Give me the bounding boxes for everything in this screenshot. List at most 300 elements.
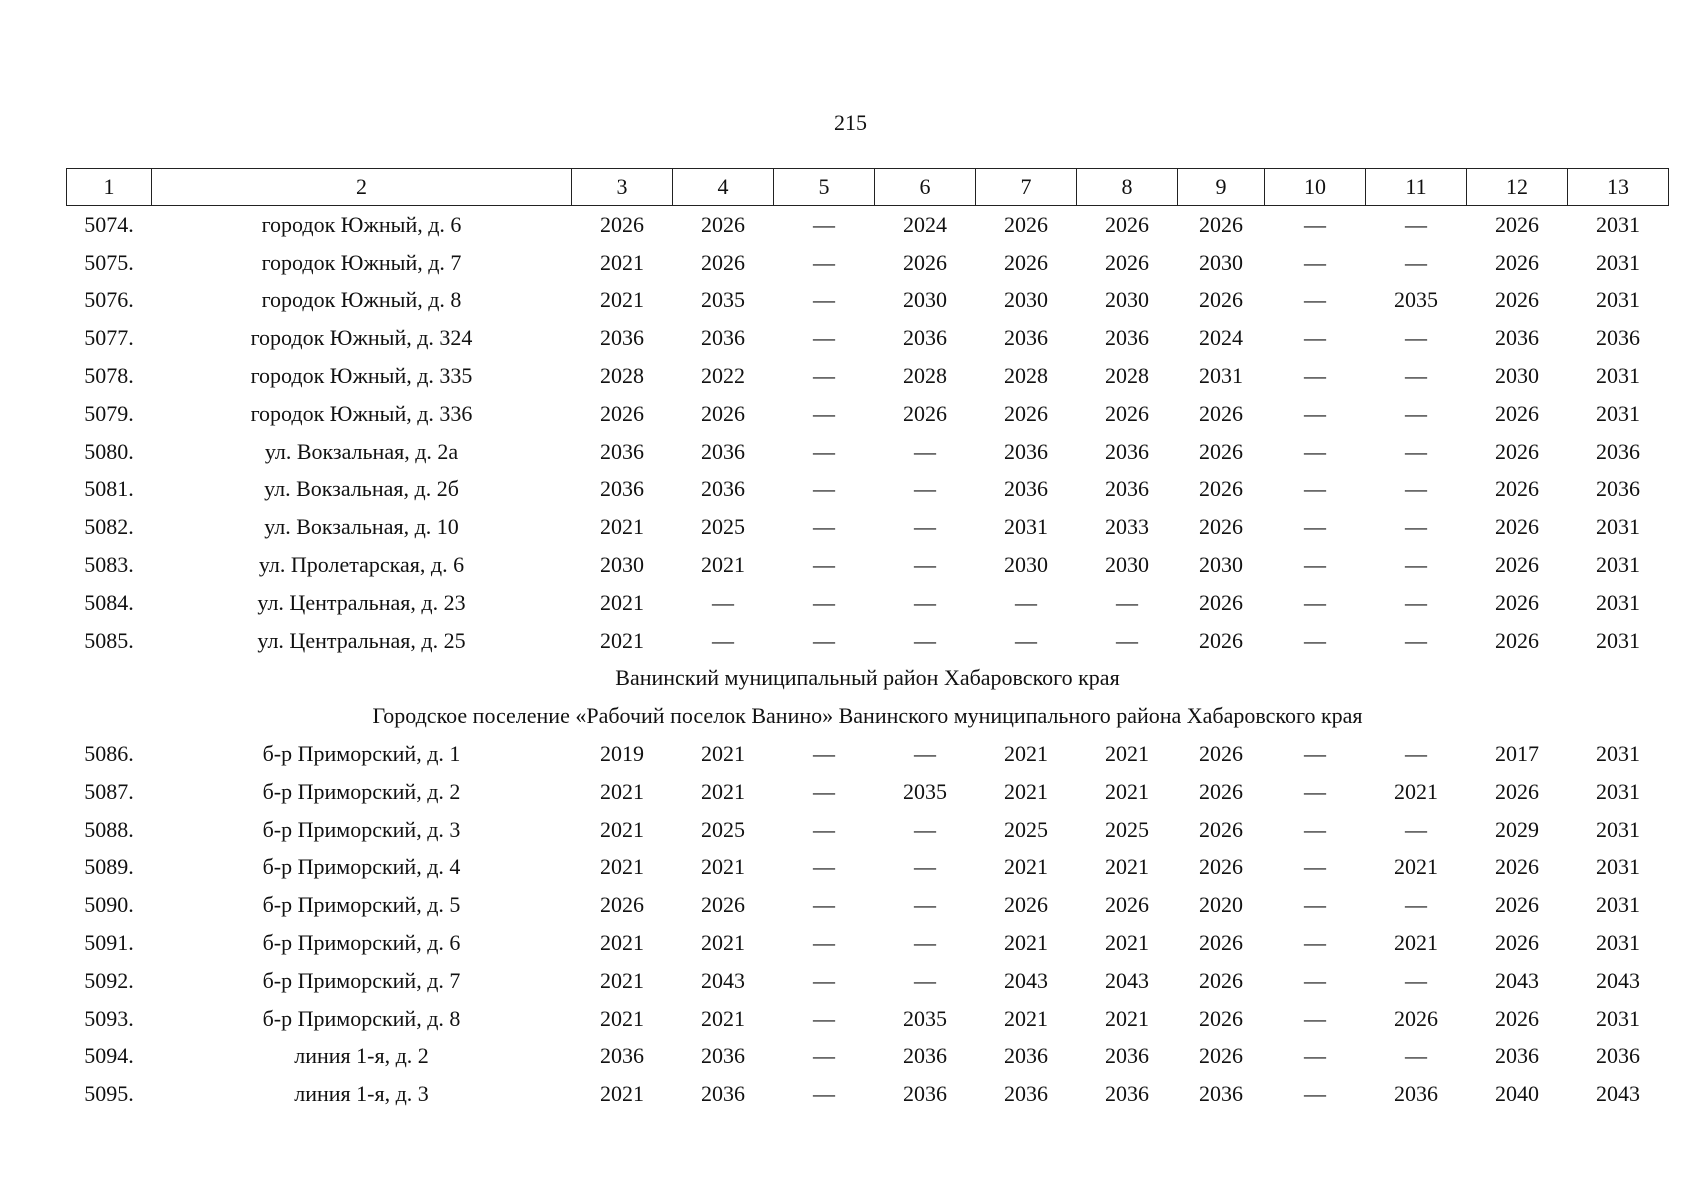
- year-cell: 2021: [1394, 778, 1438, 804]
- year-cell: —: [1405, 552, 1427, 578]
- year-cell: —: [813, 287, 835, 313]
- year-cell: 2021: [1105, 1005, 1149, 1031]
- year-cell: 2028: [903, 363, 947, 389]
- address-cell: б-р Приморский, д. 2: [262, 778, 461, 804]
- year-cell: 2030: [903, 287, 947, 313]
- year-cell: 2036: [1004, 1043, 1048, 1069]
- year-cell: 2021: [701, 552, 745, 578]
- section-heading-row: [67, 660, 1669, 698]
- year-cell: 2036: [1596, 1043, 1640, 1069]
- row-number-cell: 5088.: [84, 816, 134, 842]
- row-number-cell: 5078.: [84, 363, 134, 389]
- year-cell: 2021: [1004, 778, 1048, 804]
- year-cell: 2040: [1495, 1081, 1539, 1107]
- year-cell: —: [813, 552, 835, 578]
- address-cell: б-р Приморский, д. 1: [262, 741, 461, 767]
- year-cell: —: [712, 627, 734, 653]
- year-cell: 2030: [1105, 287, 1149, 313]
- row-number-cell: 5079.: [84, 400, 134, 426]
- row-number-cell: 5094.: [84, 1043, 134, 1069]
- year-cell: 2024: [903, 211, 947, 237]
- year-cell: 2026: [1199, 400, 1243, 426]
- year-cell: 2026: [1495, 854, 1539, 880]
- year-cell: 2025: [1105, 816, 1149, 842]
- year-cell: —: [1405, 211, 1427, 237]
- year-cell: —: [914, 816, 936, 842]
- address-cell: б-р Приморский, д. 5: [262, 892, 461, 918]
- table-row: [67, 811, 1669, 849]
- column-header: 11: [1366, 169, 1467, 206]
- table-row: [67, 1075, 1669, 1113]
- row-number-cell: 5090.: [84, 892, 134, 918]
- year-cell: 2021: [600, 930, 644, 956]
- year-cell: 2026: [1495, 476, 1539, 502]
- register-table: [66, 168, 1669, 1113]
- year-cell: —: [914, 967, 936, 993]
- year-cell: 2031: [1596, 816, 1640, 842]
- year-cell: —: [1304, 967, 1326, 993]
- year-cell: 2021: [600, 816, 644, 842]
- year-cell: 2036: [1004, 325, 1048, 351]
- year-cell: 2026: [1199, 854, 1243, 880]
- year-cell: —: [914, 552, 936, 578]
- year-cell: —: [1304, 778, 1326, 804]
- year-cell: —: [813, 1081, 835, 1107]
- table-row: [67, 508, 1669, 546]
- row-number-cell: 5087.: [84, 778, 134, 804]
- year-cell: 2026: [1495, 249, 1539, 275]
- year-cell: 2026: [701, 400, 745, 426]
- table-row: [67, 622, 1669, 660]
- year-cell: 2036: [1596, 325, 1640, 351]
- year-cell: 2021: [1394, 854, 1438, 880]
- year-cell: 2021: [701, 854, 745, 880]
- year-cell: 2031: [1596, 1005, 1640, 1031]
- address-cell: городок Южный, д. 324: [250, 325, 473, 351]
- year-cell: 2026: [1495, 552, 1539, 578]
- year-cell: 2036: [701, 1081, 745, 1107]
- year-cell: 2021: [1004, 1005, 1048, 1031]
- year-cell: 2030: [1004, 552, 1048, 578]
- year-cell: 2030: [1105, 552, 1149, 578]
- year-cell: —: [712, 589, 734, 615]
- year-cell: 2028: [1004, 363, 1048, 389]
- year-cell: 2021: [600, 1005, 644, 1031]
- address-cell: б-р Приморский, д. 4: [262, 854, 461, 880]
- year-cell: 2031: [1596, 589, 1640, 615]
- table-row: [67, 1038, 1669, 1076]
- year-cell: 2043: [1004, 967, 1048, 993]
- year-cell: —: [914, 741, 936, 767]
- row-number-cell: 5091.: [84, 930, 134, 956]
- year-cell: 2026: [1394, 1005, 1438, 1031]
- section-heading: Городское поселение «Рабочий поселок Ванино» Ванинского муниципального района Хабаровского края: [372, 703, 1363, 729]
- address-cell: городок Южный, д. 6: [261, 211, 462, 237]
- year-cell: 2024: [1199, 325, 1243, 351]
- table-row: [67, 244, 1669, 282]
- row-number-cell: 5080.: [84, 438, 134, 464]
- column-header: 9: [1178, 169, 1265, 206]
- address-cell: городок Южный, д. 336: [250, 400, 473, 426]
- year-cell: 2026: [600, 892, 644, 918]
- year-cell: —: [813, 514, 835, 540]
- address-cell: б-р Приморский, д. 7: [262, 967, 461, 993]
- year-cell: —: [1405, 627, 1427, 653]
- year-cell: —: [1405, 400, 1427, 426]
- address-cell: б-р Приморский, д. 8: [262, 1005, 461, 1031]
- table-row: [67, 357, 1669, 395]
- year-cell: 2035: [903, 1005, 947, 1031]
- year-cell: 2043: [1596, 1081, 1640, 1107]
- year-cell: —: [1304, 589, 1326, 615]
- year-cell: —: [1304, 552, 1326, 578]
- year-cell: 2021: [1105, 741, 1149, 767]
- year-cell: 2026: [1495, 778, 1539, 804]
- year-cell: —: [1304, 854, 1326, 880]
- year-cell: 2026: [1199, 816, 1243, 842]
- row-number-cell: 5085.: [84, 627, 134, 653]
- year-cell: 2021: [600, 627, 644, 653]
- year-cell: 2036: [903, 1081, 947, 1107]
- year-cell: 2030: [1004, 287, 1048, 313]
- year-cell: —: [813, 1043, 835, 1069]
- year-cell: 2026: [1495, 400, 1539, 426]
- table-row: [67, 282, 1669, 320]
- year-cell: 2021: [701, 741, 745, 767]
- year-cell: 2021: [1004, 930, 1048, 956]
- year-cell: 2036: [1596, 438, 1640, 464]
- year-cell: —: [914, 930, 936, 956]
- year-cell: 2031: [1596, 287, 1640, 313]
- year-cell: —: [813, 589, 835, 615]
- year-cell: —: [914, 589, 936, 615]
- year-cell: —: [1304, 438, 1326, 464]
- year-cell: 2026: [1199, 1005, 1243, 1031]
- year-cell: 2030: [600, 552, 644, 578]
- year-cell: —: [813, 967, 835, 993]
- year-cell: 2026: [1199, 287, 1243, 313]
- year-cell: 2036: [600, 325, 644, 351]
- address-cell: линия 1-я, д. 2: [294, 1043, 429, 1069]
- year-cell: —: [1304, 1005, 1326, 1031]
- year-cell: 2030: [1495, 363, 1539, 389]
- year-cell: —: [1405, 325, 1427, 351]
- year-cell: 2021: [701, 930, 745, 956]
- year-cell: 2026: [1495, 1005, 1539, 1031]
- year-cell: 2021: [701, 1005, 745, 1031]
- year-cell: 2026: [903, 249, 947, 275]
- year-cell: 2036: [1394, 1081, 1438, 1107]
- year-cell: —: [1015, 589, 1037, 615]
- address-cell: ул. Пролетарская, д. 6: [258, 552, 465, 578]
- year-cell: 2021: [1394, 930, 1438, 956]
- year-cell: 2031: [1596, 363, 1640, 389]
- year-cell: 2036: [1004, 438, 1048, 464]
- year-cell: 2021: [1105, 854, 1149, 880]
- year-cell: 2026: [1199, 514, 1243, 540]
- row-number-cell: 5082.: [84, 514, 134, 540]
- year-cell: —: [1405, 514, 1427, 540]
- year-cell: 2022: [701, 363, 745, 389]
- year-cell: 2021: [600, 514, 644, 540]
- year-cell: 2031: [1596, 249, 1640, 275]
- year-cell: —: [1304, 741, 1326, 767]
- year-cell: —: [1405, 741, 1427, 767]
- address-cell: линия 1-я, д. 3: [294, 1081, 429, 1107]
- year-cell: —: [813, 816, 835, 842]
- year-cell: 2043: [1596, 967, 1640, 993]
- row-number-cell: 5077.: [84, 325, 134, 351]
- year-cell: 2021: [701, 778, 745, 804]
- year-cell: —: [1304, 400, 1326, 426]
- year-cell: 2026: [1495, 211, 1539, 237]
- year-cell: —: [914, 476, 936, 502]
- year-cell: —: [813, 627, 835, 653]
- year-cell: 2026: [701, 892, 745, 918]
- column-header: 2: [152, 169, 572, 206]
- year-cell: 2036: [701, 476, 745, 502]
- year-cell: 2026: [1199, 476, 1243, 502]
- table-body: [67, 206, 1669, 1114]
- table-row: [67, 962, 1669, 1000]
- address-cell: городок Южный, д. 335: [250, 363, 473, 389]
- year-cell: 2035: [701, 287, 745, 313]
- column-header: 6: [875, 169, 976, 206]
- year-cell: —: [813, 854, 835, 880]
- year-cell: 2017: [1495, 741, 1539, 767]
- year-cell: 2031: [1596, 778, 1640, 804]
- year-cell: 2036: [701, 1043, 745, 1069]
- year-cell: 2031: [1596, 892, 1640, 918]
- year-cell: 2026: [1199, 930, 1243, 956]
- year-cell: 2021: [1105, 930, 1149, 956]
- table-row: [67, 206, 1669, 244]
- year-cell: 2021: [1004, 741, 1048, 767]
- table-row: [67, 471, 1669, 509]
- column-header: 10: [1265, 169, 1366, 206]
- column-header: 4: [673, 169, 774, 206]
- year-cell: 2031: [1596, 400, 1640, 426]
- column-header: 12: [1467, 169, 1568, 206]
- year-cell: 2031: [1004, 514, 1048, 540]
- year-cell: 2036: [701, 438, 745, 464]
- year-cell: 2036: [1105, 1081, 1149, 1107]
- year-cell: —: [1405, 967, 1427, 993]
- year-cell: —: [1405, 589, 1427, 615]
- year-cell: —: [1405, 816, 1427, 842]
- year-cell: 2026: [600, 400, 644, 426]
- column-header: 3: [572, 169, 673, 206]
- year-cell: 2028: [600, 363, 644, 389]
- table-header: [67, 169, 1669, 206]
- year-cell: —: [1304, 325, 1326, 351]
- year-cell: 2035: [903, 778, 947, 804]
- year-cell: 2025: [1004, 816, 1048, 842]
- year-cell: 2036: [701, 325, 745, 351]
- year-cell: —: [914, 854, 936, 880]
- year-cell: 2031: [1596, 514, 1640, 540]
- table-row: [67, 849, 1669, 887]
- year-cell: —: [1116, 627, 1138, 653]
- section-heading-row: [67, 697, 1669, 735]
- year-cell: 2026: [1199, 211, 1243, 237]
- year-cell: —: [813, 476, 835, 502]
- year-cell: 2031: [1596, 627, 1640, 653]
- year-cell: 2026: [1004, 892, 1048, 918]
- year-cell: 2021: [1105, 778, 1149, 804]
- table-row: [67, 1000, 1669, 1038]
- year-cell: —: [813, 249, 835, 275]
- year-cell: 2026: [600, 211, 644, 237]
- year-cell: —: [1405, 892, 1427, 918]
- year-cell: —: [1304, 363, 1326, 389]
- address-cell: городок Южный, д. 7: [261, 249, 462, 275]
- row-number-cell: 5095.: [84, 1081, 134, 1107]
- year-cell: 2026: [701, 211, 745, 237]
- year-cell: 2026: [1199, 589, 1243, 615]
- year-cell: —: [914, 514, 936, 540]
- year-cell: 2021: [1004, 854, 1048, 880]
- year-cell: 2019: [600, 741, 644, 767]
- year-cell: 2021: [600, 589, 644, 615]
- year-cell: 2026: [1495, 930, 1539, 956]
- address-cell: б-р Приморский, д. 3: [262, 816, 461, 842]
- row-number-cell: 5089.: [84, 854, 134, 880]
- row-number-cell: 5092.: [84, 967, 134, 993]
- year-cell: —: [813, 892, 835, 918]
- year-cell: 2026: [1105, 400, 1149, 426]
- year-cell: —: [813, 778, 835, 804]
- column-header: 5: [774, 169, 875, 206]
- year-cell: —: [1304, 249, 1326, 275]
- year-cell: 2026: [1199, 1043, 1243, 1069]
- row-number-cell: 5083.: [84, 552, 134, 578]
- year-cell: —: [1405, 438, 1427, 464]
- year-cell: —: [813, 400, 835, 426]
- year-cell: 2026: [1495, 287, 1539, 313]
- year-cell: 2025: [701, 816, 745, 842]
- year-cell: 2036: [903, 325, 947, 351]
- year-cell: 2026: [1199, 627, 1243, 653]
- address-cell: ул. Вокзальная, д. 10: [264, 514, 459, 540]
- year-cell: —: [914, 438, 936, 464]
- row-number-cell: 5084.: [84, 589, 134, 615]
- year-cell: 2026: [1495, 892, 1539, 918]
- year-cell: 2021: [600, 778, 644, 804]
- year-cell: 2036: [1004, 476, 1048, 502]
- year-cell: 2026: [1105, 211, 1149, 237]
- year-cell: —: [813, 325, 835, 351]
- year-cell: 2035: [1394, 287, 1438, 313]
- year-cell: —: [813, 1005, 835, 1031]
- year-cell: 2036: [1105, 476, 1149, 502]
- year-cell: 2036: [1199, 1081, 1243, 1107]
- table-row: [67, 546, 1669, 584]
- year-cell: —: [1304, 476, 1326, 502]
- year-cell: 2043: [1495, 967, 1539, 993]
- year-cell: 2021: [600, 1081, 644, 1107]
- year-cell: —: [1405, 249, 1427, 275]
- address-cell: ул. Центральная, д. 25: [257, 627, 466, 653]
- year-cell: 2043: [1105, 967, 1149, 993]
- year-cell: —: [914, 892, 936, 918]
- year-cell: —: [1015, 627, 1037, 653]
- year-cell: —: [1304, 816, 1326, 842]
- year-cell: 2026: [1105, 249, 1149, 275]
- year-cell: 2021: [600, 967, 644, 993]
- year-cell: 2031: [1596, 741, 1640, 767]
- year-cell: —: [1304, 627, 1326, 653]
- year-cell: 2036: [1495, 1043, 1539, 1069]
- header-row: [67, 169, 1669, 206]
- address-cell: ул. Центральная, д. 23: [257, 589, 466, 615]
- section-heading: Ванинский муниципальный район Хабаровского края: [615, 665, 1120, 691]
- column-header: 1: [67, 169, 152, 206]
- address-cell: городок Южный, д. 8: [261, 287, 462, 313]
- row-number-cell: 5074.: [84, 211, 134, 237]
- year-cell: 2029: [1495, 816, 1539, 842]
- year-cell: —: [813, 211, 835, 237]
- year-cell: 2026: [1495, 514, 1539, 540]
- table-row: [67, 433, 1669, 471]
- year-cell: —: [1304, 1081, 1326, 1107]
- year-cell: 2026: [1495, 627, 1539, 653]
- address-cell: ул. Вокзальная, д. 2а: [264, 438, 459, 464]
- row-number-cell: 5081.: [84, 476, 134, 502]
- year-cell: 2036: [1495, 325, 1539, 351]
- year-cell: —: [813, 930, 835, 956]
- row-number-cell: 5086.: [84, 741, 134, 767]
- year-cell: —: [1304, 514, 1326, 540]
- year-cell: —: [813, 363, 835, 389]
- year-cell: 2026: [1004, 400, 1048, 426]
- row-number-cell: 5076.: [84, 287, 134, 313]
- year-cell: 2020: [1199, 892, 1243, 918]
- year-cell: 2031: [1596, 854, 1640, 880]
- year-cell: 2026: [1199, 438, 1243, 464]
- year-cell: —: [1304, 930, 1326, 956]
- year-cell: 2026: [1199, 778, 1243, 804]
- year-cell: 2036: [1105, 438, 1149, 464]
- year-cell: 2030: [1199, 552, 1243, 578]
- year-cell: 2033: [1105, 514, 1149, 540]
- year-cell: 2043: [701, 967, 745, 993]
- year-cell: —: [1304, 1043, 1326, 1069]
- year-cell: 2026: [1004, 249, 1048, 275]
- year-cell: —: [813, 438, 835, 464]
- address-cell: б-р Приморский, д. 6: [262, 930, 461, 956]
- address-cell: ул. Вокзальная, д. 2б: [264, 476, 459, 502]
- year-cell: —: [1405, 363, 1427, 389]
- year-cell: —: [813, 741, 835, 767]
- column-header: 8: [1077, 169, 1178, 206]
- table-row: [67, 924, 1669, 962]
- year-cell: —: [1116, 589, 1138, 615]
- row-number-cell: 5093.: [84, 1005, 134, 1031]
- year-cell: 2026: [1495, 589, 1539, 615]
- year-cell: 2026: [1495, 438, 1539, 464]
- year-cell: 2026: [903, 400, 947, 426]
- year-cell: —: [1405, 1043, 1427, 1069]
- year-cell: —: [1304, 287, 1326, 313]
- column-header: 13: [1568, 169, 1669, 206]
- year-cell: 2036: [600, 438, 644, 464]
- year-cell: 2026: [1199, 741, 1243, 767]
- year-cell: 2036: [1105, 325, 1149, 351]
- year-cell: 2026: [1199, 967, 1243, 993]
- year-cell: 2036: [1105, 1043, 1149, 1069]
- year-cell: 2030: [1199, 249, 1243, 275]
